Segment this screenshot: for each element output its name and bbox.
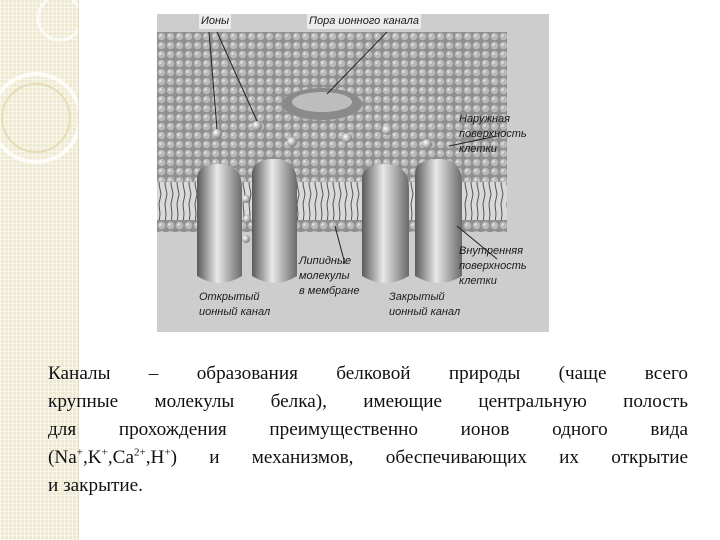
label-lipid-molecules	[297, 254, 361, 299]
caption-ion-ca: ,Ca	[107, 447, 134, 468]
caption-sup-k: +	[101, 446, 108, 459]
label-open-channel	[197, 290, 272, 320]
label-closed-channel	[387, 290, 462, 320]
caption-sup-ca: 2+	[133, 446, 146, 459]
caption-line-2: крупные молекулы белка), имеющие центральную полость	[48, 391, 688, 412]
caption-line-4	[48, 444, 688, 472]
label-ions: Ионы	[201, 15, 230, 27]
caption-line-1: Каналы – образования белковой природы (чаще всего	[48, 363, 688, 384]
caption-ion-na: (Na	[48, 447, 77, 468]
ion-channel-figure	[157, 14, 549, 332]
label-inner-line2: поверхность	[459, 260, 527, 272]
label-outer-line2: поверхность	[459, 128, 527, 140]
label-lipid-line3: в мембране	[299, 285, 360, 297]
label-closed-line2: ионный канал	[389, 306, 461, 318]
label-channel-pore: Пора ионного канала	[309, 15, 419, 27]
caption-line-3: для прохождения преимущественно ионов одного вида	[48, 419, 688, 440]
label-open-line1: Открытый	[199, 291, 260, 303]
label-inner-line1: Внутренняя	[459, 245, 524, 257]
caption-sup-na: +	[76, 446, 83, 459]
label-lipid-line2: молекулы	[299, 270, 350, 282]
label-outer-line1: Наружная	[459, 113, 511, 125]
caption-ion-h: ,H	[145, 447, 165, 468]
label-open-line2: ионный канал	[199, 306, 271, 318]
caption-line-5: и закрытие.	[48, 475, 143, 496]
caption-sup-h: +	[164, 446, 171, 459]
label-closed-line1: Закрытый	[389, 291, 445, 303]
caption-line-4-rest: ) и механизмов, обеспечивающих их открытие	[170, 447, 688, 468]
caption-text	[48, 360, 688, 500]
label-outer-line3: клетки	[459, 143, 497, 155]
label-inner-surface	[457, 244, 529, 289]
caption-ion-k: ,K	[82, 447, 102, 468]
label-outer-surface	[457, 112, 529, 157]
label-lipid-line1: Липидные	[299, 255, 352, 267]
label-inner-line3: клетки	[459, 275, 497, 287]
